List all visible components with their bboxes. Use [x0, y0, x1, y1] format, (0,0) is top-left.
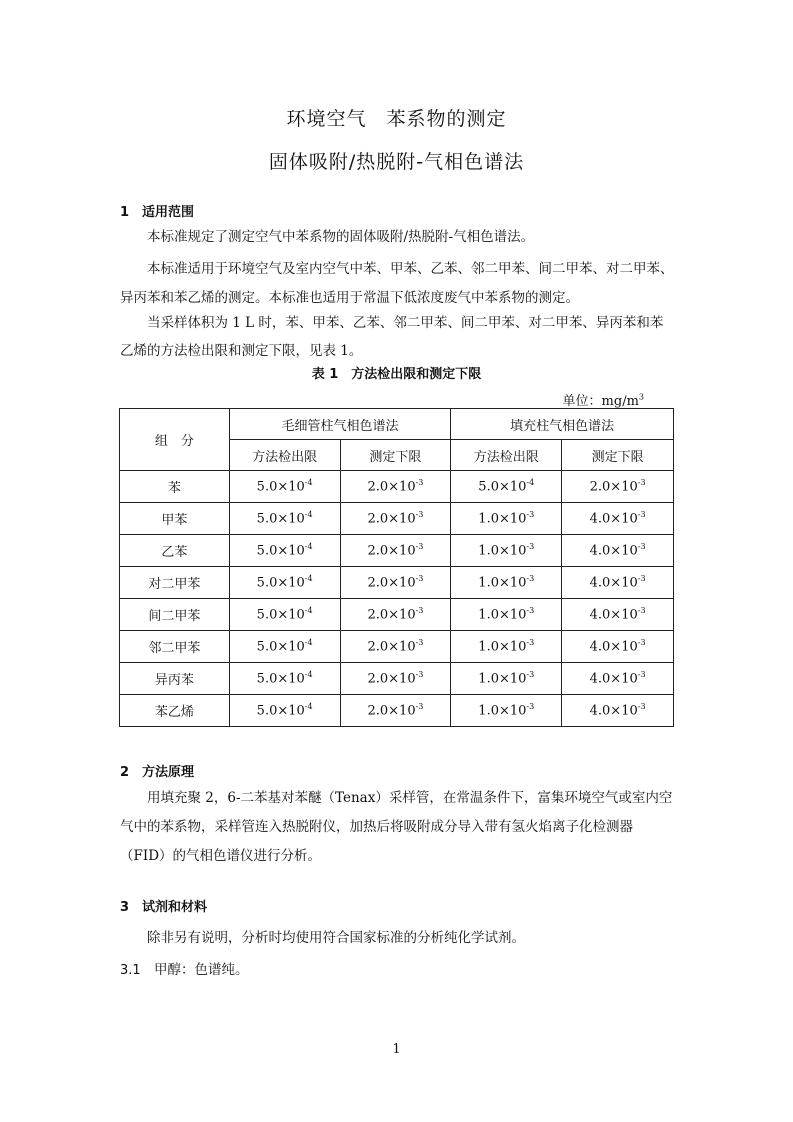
value-cell: $5.0\times 10^{-4}$	[229, 503, 340, 535]
value-cell: $2.0\times 10^{-3}$	[340, 471, 451, 503]
table-row	[120, 535, 674, 567]
value-cell: $4.0\times 10^{-3}$	[562, 631, 674, 663]
table-row	[120, 599, 674, 631]
table-row	[120, 695, 674, 727]
page-number: 1	[392, 1042, 401, 1057]
section-1-paragraph-1: 本标准规定了测定空气中苯系物的固体吸附/热脱附-气相色谱法。	[147, 229, 535, 245]
section-1-paragraph-2: 本标准适用于环境空气及室内空气中苯、甲苯、乙苯、邻二甲苯、间二甲苯、对二甲苯、异丙苯和苯乙烯的测定。本标准也适用于常温下低浓度废气中苯系物的测定。	[120, 261, 674, 306]
section-2-number: 2	[120, 765, 130, 780]
value-cell: $2.0\times 10^{-3}$	[340, 695, 451, 727]
item-text: 甲醇：色谱纯。	[154, 962, 249, 978]
value-cell: $2.0\times 10^{-3}$	[340, 503, 451, 535]
item-number: 3.1	[120, 963, 141, 978]
value-cell: $1.0\times 10^{-3}$	[451, 599, 562, 631]
component-name-cell: 邻二甲苯	[120, 631, 230, 663]
value-cell: $4.0\times 10^{-3}$	[562, 567, 674, 599]
section-2-title: 方法原理	[142, 765, 195, 780]
section-1-heading	[120, 201, 194, 220]
table-header-row-1	[120, 409, 674, 440]
value-cell: $5.0\times 10^{-4}$	[229, 567, 340, 599]
value-cell: $1.0\times 10^{-3}$	[451, 631, 562, 663]
section-1-number: 1	[120, 205, 130, 220]
value-cell: $1.0\times 10^{-3}$	[451, 567, 562, 599]
value-cell: $1.0\times 10^{-3}$	[451, 503, 562, 535]
section-3-title: 试剂和材料	[142, 900, 208, 915]
component-name-cell: 对二甲苯	[120, 567, 230, 599]
value-cell: $5.0\times 10^{-4}$	[451, 471, 562, 503]
value-cell: $4.0\times 10^{-3}$	[562, 599, 674, 631]
component-name-cell: 苯	[120, 471, 230, 503]
table-subheader: 测定下限	[562, 440, 674, 471]
value-cell: $4.0\times 10^{-3}$	[562, 503, 674, 535]
section-2-heading	[120, 761, 194, 780]
section-1-paragraph-3: 当采样体积为 1 L 时，苯、甲苯、乙苯、邻二甲苯、间二甲苯、对二甲苯、异丙苯和苯乙烯的方法检出限和测定下限，见表 1。	[120, 315, 664, 359]
value-cell: $1.0\times 10^{-3}$	[451, 695, 562, 727]
component-name-cell: 苯乙烯	[120, 695, 230, 727]
table-row	[120, 567, 674, 599]
value-cell: $2.0\times 10^{-3}$	[340, 599, 451, 631]
table-header-packed: 填充柱气相色谱法	[451, 409, 674, 440]
component-name-cell: 异丙苯	[120, 663, 230, 695]
value-cell: $5.0\times 10^{-4}$	[229, 695, 340, 727]
table-row	[120, 503, 674, 535]
table-row	[120, 471, 674, 503]
section-3-paragraph-1: 除非另有说明，分析时均使用符合国家标准的分析纯化学试剂。	[147, 930, 525, 946]
table-subheader: 方法检出限	[451, 440, 562, 471]
value-cell: $1.0\times 10^{-3}$	[451, 663, 562, 695]
table-row	[120, 631, 674, 663]
value-cell: $5.0\times 10^{-4}$	[229, 631, 340, 663]
table-header-component: 组 分	[120, 409, 230, 471]
component-name-cell: 间二甲苯	[120, 599, 230, 631]
value-cell: $5.0\times 10^{-4}$	[229, 663, 340, 695]
detection-limit-table	[119, 408, 674, 727]
table-1-unit: 单位：$mg/m^3$	[562, 392, 644, 409]
value-cell: $2.0\times 10^{-3}$	[340, 535, 451, 567]
value-cell: $2.0\times 10^{-3}$	[562, 471, 674, 503]
title-line-1: 环境空气 苯系物的测定	[286, 108, 507, 130]
section-3-heading	[120, 896, 207, 915]
value-cell: $4.0\times 10^{-3}$	[562, 695, 674, 727]
value-cell: $5.0\times 10^{-4}$	[229, 599, 340, 631]
value-cell: $2.0\times 10^{-3}$	[340, 567, 451, 599]
table-1-caption: 表 1 方法检出限和测定下限	[311, 367, 482, 382]
component-name-cell: 乙苯	[120, 535, 230, 567]
value-cell: $4.0\times 10^{-3}$	[562, 535, 674, 567]
section-3-number: 3	[120, 900, 130, 915]
value-cell: $1.0\times 10^{-3}$	[451, 535, 562, 567]
section-1-title: 适用范围	[142, 205, 195, 220]
table-header-capillary: 毛细管柱气相色谱法	[229, 409, 451, 440]
table-row	[120, 663, 674, 695]
section-2-paragraph-1: 用填充聚 2，6-二苯基对苯醚（Tenax）采样管，在常温条件下，富集环境空气或室内空气中的苯系物，采样管连入热脱附仪，加热后将吸附成分导入带有氢火焰离子化检测器（FID）的气相色谱仪进行分析。	[120, 790, 673, 864]
section-3-item-1	[120, 960, 676, 981]
value-cell: $5.0\times 10^{-4}$	[229, 471, 340, 503]
title-line-2: 固体吸附/热脱附-气相色谱法	[268, 151, 525, 173]
table-subheader: 测定下限	[340, 440, 451, 471]
value-cell: $4.0\times 10^{-3}$	[562, 663, 674, 695]
component-name-cell: 甲苯	[120, 503, 230, 535]
value-cell: $5.0\times 10^{-4}$	[229, 535, 340, 567]
value-cell: $2.0\times 10^{-3}$	[340, 663, 451, 695]
table-subheader: 方法检出限	[229, 440, 340, 471]
value-cell: $2.0\times 10^{-3}$	[340, 631, 451, 663]
